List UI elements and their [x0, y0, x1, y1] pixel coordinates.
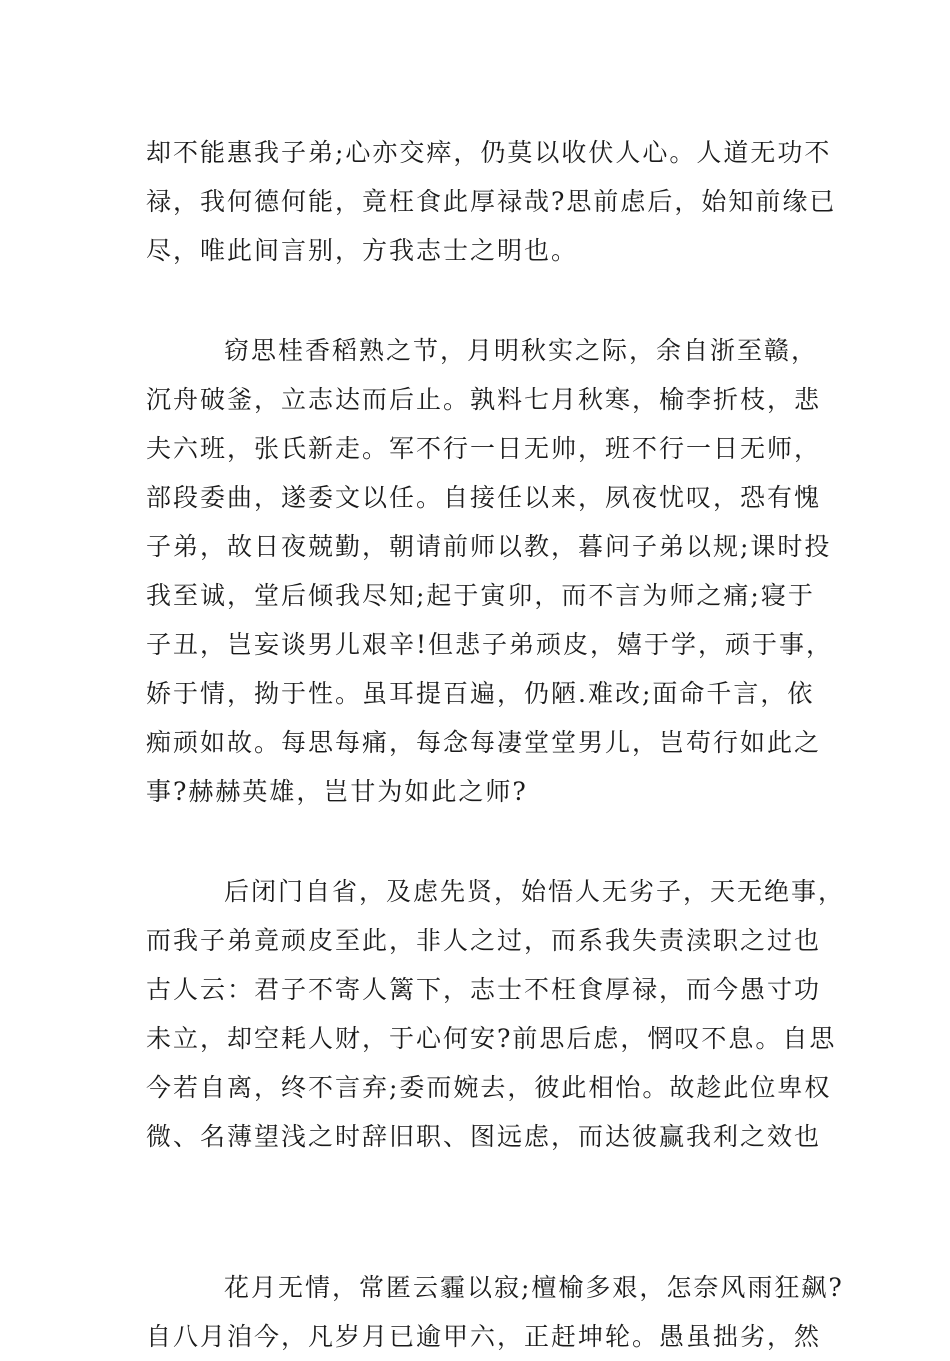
text-line: 却不能惠我子弟;心亦交瘁，仍莫以收伏人心。人道无功不 — [146, 138, 832, 167]
text-line: 微、名薄望浅之时辞旧职、图远虑，而达彼赢我利之效也 — [146, 1122, 822, 1151]
text-line: 后闭门自省，及虑先贤，始悟人无劣子，天无绝事， — [224, 877, 846, 906]
text-line: 自八月洎今，凡岁月已逾甲六，正赶坤轮。愚虽拙劣，然 — [146, 1322, 822, 1351]
text-line: 窃思桂香稻熟之节，月明秋实之际，余自浙至赣， — [224, 336, 819, 365]
text-line: 子弟，故日夜兢勤，朝请前师以教，暮问子弟以规;课时投 — [146, 532, 832, 561]
text-line: 今若自离，终不言弃;委而婉去，彼此相怡。故趁此位卑权 — [146, 1073, 832, 1102]
paragraph-3 — [146, 867, 846, 1161]
text-line: 子丑，岂妄谈男儿艰辛!但悲子弟顽皮，嬉于学，顽于事， — [146, 630, 834, 659]
text-line: 沉舟破釜，立志达而后止。孰料七月秋寒，榆李折枝，悲 — [146, 385, 822, 414]
text-line: 尽，唯此间言别，方我志士之明也。 — [146, 236, 579, 265]
text-line: 娇于情，拗于性。虽耳提百遍，仍陋.难改;面命千言，依 — [146, 679, 815, 708]
paragraph-gap — [146, 275, 836, 326]
text-line: 禄，我何德何能，竟枉食此厚禄哉?思前虑后，始知前缘已 — [146, 187, 837, 216]
text-line: 我至诚，堂后倾我尽知;起于寅卯，而不言为师之痛;寝于 — [146, 581, 815, 610]
text-line: 而我子弟竟顽皮至此，非人之过，而系我失责渎职之过也 — [146, 926, 822, 955]
paragraph-2 — [146, 326, 836, 816]
paragraph-gap — [146, 816, 836, 867]
text-line: 痴顽如故。每思每痛，每念每凄堂堂男儿，岂苟行如此之 — [146, 728, 822, 757]
text-line: 古人云：君子不寄人篱下，志士不枉食厚禄，而今愚寸功 — [146, 975, 822, 1004]
paragraph-gap — [146, 1161, 836, 1212]
paragraph-gap — [146, 1212, 836, 1263]
text-line: 未立，却空耗人财，于心何安?前思后虑，惘叹不息。自思 — [146, 1024, 837, 1053]
document-body — [146, 128, 846, 1361]
paragraph-1 — [146, 128, 836, 275]
text-line: 花月无情，常匿云霾以寂;檀榆多艰，怎奈风雨狂飙? — [224, 1273, 844, 1302]
text-line: 夫六班，张氏新走。军不行一日无帅，班不行一日无师， — [146, 434, 822, 463]
paragraph-4 — [146, 1263, 844, 1361]
text-line: 事?赫赫英雄，岂甘为如此之师? — [146, 777, 528, 806]
text-line: 部段委曲，遂委文以任。自接任以来，夙夜忧叹，恐有愧 — [146, 483, 822, 512]
